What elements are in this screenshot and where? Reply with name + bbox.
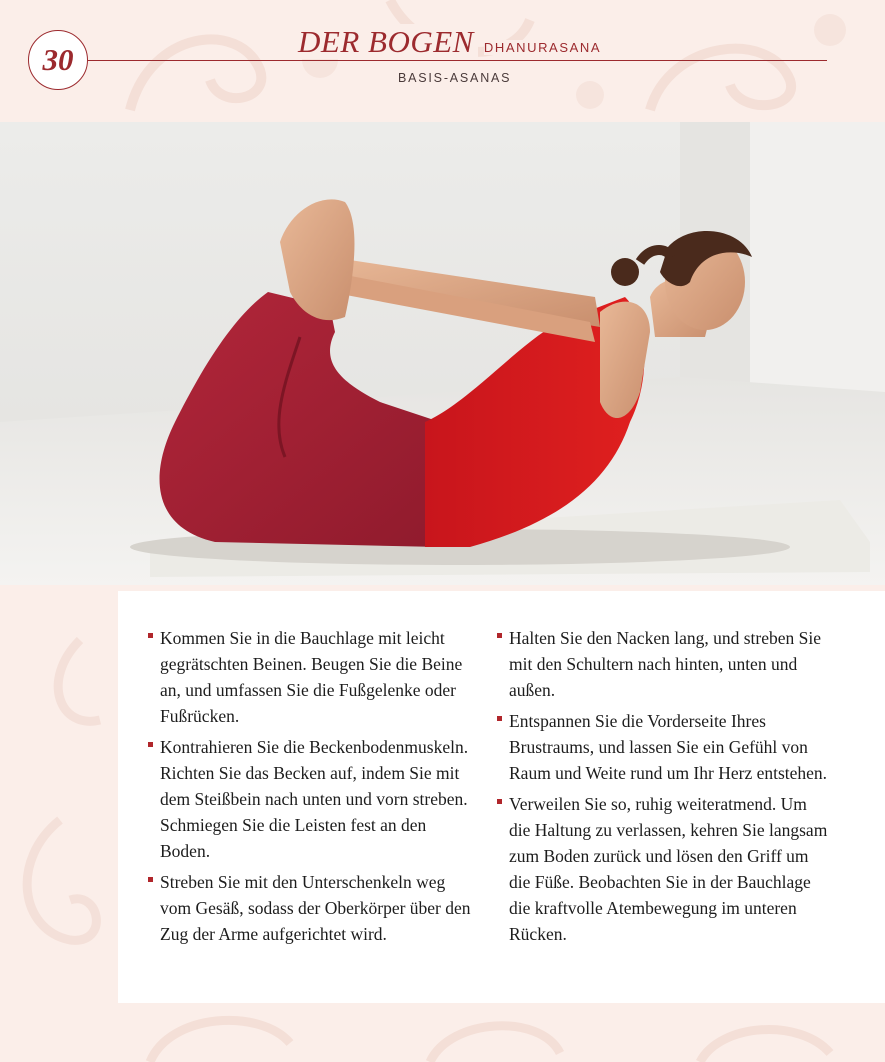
pose-title: DER BOGEN: [294, 24, 478, 59]
instructions-column-right: [495, 625, 830, 952]
bullet-icon: [497, 716, 502, 721]
page-title: [294, 24, 605, 60]
header-rule: [88, 60, 827, 61]
bullet-icon: [148, 742, 153, 747]
list-item: [495, 791, 830, 947]
instruction-text: Entspannen Sie die Vorderseite Ihres Brustraums, und lassen Sie ein Gefühl von Raum und Weite rund um Ihr Herz entstehen.: [509, 711, 828, 783]
page-header: [0, 0, 885, 120]
instruction-text: Halten Sie den Nacken lang, und streben Sie mit den Schultern nach hinten, unten und außen.: [509, 628, 821, 700]
bullet-icon: [497, 633, 502, 638]
page-number: 30: [42, 42, 74, 77]
list-item: [146, 625, 476, 729]
instructions-column-left: [146, 625, 476, 952]
instruction-text: Verweilen Sie so, ruhig weiteratmend. Um die Haltung zu verlassen, kehren Sie langsam zum Boden zurück und lösen den Griff um die Füße. Beobachten Sie in der Bauchlage die kraftvolle Atembewegung im unteren Rücken.: [509, 794, 828, 944]
section-label: BASIS-ASANAS: [398, 71, 512, 85]
paisley-ornament-left: [0, 600, 118, 1000]
pose-sanskrit-name: DHANURASANA: [484, 40, 605, 55]
instructions-panel: [118, 591, 885, 1003]
list-item: [495, 625, 830, 703]
bullet-icon: [148, 877, 153, 882]
instruction-text: Kontrahieren Sie die Beckenbodenmuskeln. Richten Sie das Becken auf, indem Sie mit dem Steißbein nach unten und vorn streben. Schmiegen Sie die Leisten fest an den Boden.: [160, 737, 469, 861]
list-item: [495, 708, 830, 786]
paisley-ornament-bottom: [0, 1003, 885, 1062]
bullet-icon: [148, 633, 153, 638]
instruction-text: Kommen Sie in die Bauchlage mit leicht gegrätschten Beinen. Beugen Sie die Beine an, und umfassen Sie die Fußgelenke oder Fußrücken.: [160, 628, 463, 726]
list-item: [146, 734, 476, 864]
bullet-icon: [497, 799, 502, 804]
page-number-badge: [28, 30, 88, 90]
yoga-bow-pose-photo: [0, 122, 885, 585]
instruction-text: Streben Sie mit den Unterschenkeln weg vom Gesäß, sodass der Oberkörper über den Zug der Arme aufgerichtet wird.: [160, 872, 471, 944]
list-item: [146, 869, 476, 947]
